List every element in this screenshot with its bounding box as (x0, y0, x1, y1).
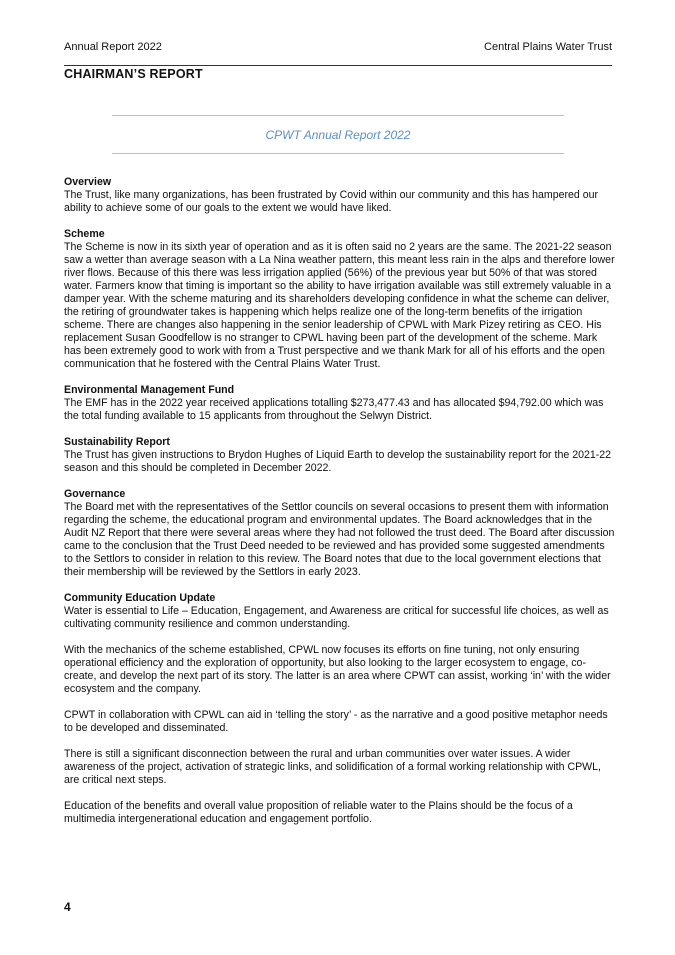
section-community-education-update (64, 592, 616, 826)
section-overview (64, 176, 616, 215)
page-number: 4 (64, 900, 71, 914)
section-sustainability-report (64, 436, 616, 475)
banner-bottom-rule (112, 153, 564, 154)
banner-text: CPWT Annual Report 2022 (265, 128, 411, 142)
section-heading: Overview (64, 176, 112, 188)
section-paragraph: The Trust, like many organizations, has been frustrated by Covid within our community and this has hampered our ability to achieve some of our goals to the extent we would have liked. (64, 189, 599, 214)
section-paragraph: The Trust has given instructions to Brydon Hughes of Liquid Earth to develop the sustainability report for the 2021-22 season and this should be completed in December 2022. (64, 449, 612, 474)
section-paragraph: Education of the benefits and overall value proposition of reliable water to the Plains should be the focus of a multimedia intergenerational education and engagement portfolio. (64, 800, 573, 825)
page-title: CHAIRMAN’S REPORT (64, 67, 203, 81)
page-header (64, 40, 612, 66)
section-paragraph: Water is essential to Life – Education, Engagement, and Awareness are critical for successful life choices, as well as cultivating community resilience and common understanding. (64, 605, 609, 630)
section-paragraph: The EMF has in the 2022 year received applications totalling $273,477.43 and has allocated $94,792.00 which was the total funding available to 15 applicants from throughout the Selwyn District. (64, 397, 604, 422)
banner-top-rule (112, 115, 564, 116)
section-heading: Community Education Update (64, 592, 216, 604)
section-governance (64, 488, 616, 579)
section-paragraph: The Scheme is now in its sixth year of operation and as it is often said no 2 years are the same. The 2021-22 season saw a wetter than average season with a La Nina weather pattern, this meant less rain in the alps and therefore lower river flows. Because of this there was less irrigation applied (56%) of the previous year but 50% of that was stored water. Farmers know that timing is important so the ability to have irrigation available was still extremely valuable in a damper year. With the scheme maturing and its shareholders developing confidence in what the scheme can deliver, the retiring of groundwater takes is happening which helps realize one of the long-term benefits of the irrigation scheme. There are changes also happening in the senior leadership of CPWL with Mark Pizey retiring as CEO. His replacement Susan Goodfellow is no stranger to CPWL having been part of the development of the scheme. Mark has been extremely good to work with from a Trust perspective and we thank Mark for all of his efforts and the open communication that he fostered with the Central Plains Water Trust. (64, 241, 615, 370)
section-environmental-management-fund (64, 384, 616, 423)
header-report-title: Annual Report 2022 (64, 41, 162, 53)
section-scheme (64, 228, 616, 371)
section-heading: Governance (64, 488, 126, 500)
report-body (64, 176, 616, 839)
section-paragraph: CPWT in collaboration with CPWL can aid in ‘telling the story’ - as the narrative and a good positive metaphor needs to be developed and disseminated. (64, 709, 608, 734)
section-paragraph: The Board met with the representatives of the Settlor councils on several occasions to present them with information regarding the scheme, the educational program and environmental updates. The Board acknowledges that in the Audit NZ Report that there were several areas where they had not followed the trust deed. The Board after discussion came to the conclusion that the Trust Deed needed to be reviewed and has provided some suggested amendments to the Settlors to consider in relation to this review. The Board notes that due to the local government elections that their membership will be reviewed by the Settlors in early 2023. (64, 501, 615, 578)
section-paragraph: There is still a significant disconnection between the rural and urban communities over water issues. A wider awareness of the project, activation of strategic links, and solidification of a formal working relationship with CPWL, are critical next steps. (64, 748, 602, 786)
section-heading: Sustainability Report (64, 436, 170, 448)
section-paragraph: With the mechanics of the scheme established, CPWL now focuses its efforts on fine tuning, not only ensuring operational efficiency and the exploration of opportunity, but also looking to the larger ecosystem to engage, co-create, and develop the next part of its story. The latter is an area where CPWT can assist, working ‘in’ with the wider ecosystem and the company. (64, 644, 611, 695)
section-heading: Environmental Management Fund (64, 384, 235, 396)
section-heading: Scheme (64, 228, 105, 240)
header-organization: Central Plains Water Trust (484, 41, 612, 53)
